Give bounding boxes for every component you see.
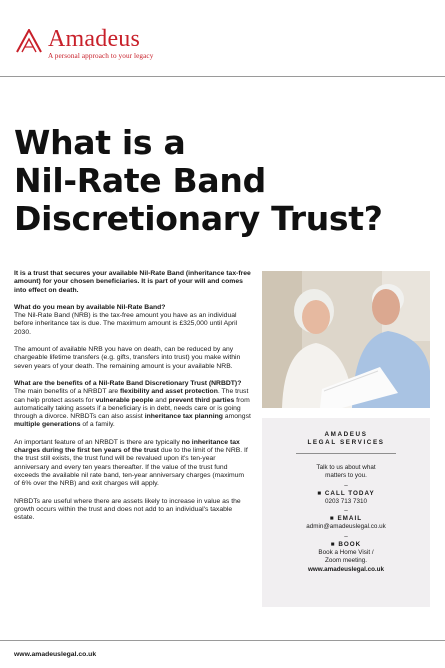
section-available-nrb [14, 304, 251, 337]
title-line-3: Discretionary Trust? [14, 199, 383, 238]
amadeus-logo [14, 27, 153, 61]
sidebar-intro-line: matters to you. [325, 472, 367, 480]
phone-number-link[interactable]: 0203 713 7310 [324, 497, 368, 505]
section-heading: What do you mean by available Nil-Rate Band? [14, 303, 166, 311]
title-line-2: Nil-Rate Band [14, 161, 266, 200]
page-title [14, 124, 434, 238]
couple-photo [262, 271, 430, 408]
footer-website-link[interactable]: www.amadeuslegal.co.uk [14, 651, 97, 658]
text-run: . The trust can help protect assets for [14, 388, 249, 404]
logo-tagline: A personal approach to your legacy [48, 52, 154, 60]
emphasis: inheritance tax planning [144, 413, 223, 421]
emphasis: no inheritance tax charges during the first ten years of the trust [14, 438, 240, 455]
paragraph-ten-year [14, 439, 251, 489]
paragraph: The Nil-Rate Band (NRB) is the tax-free amount you have as an individual before inheritance tax is due. The maximum amount is £325,000 until April 2030. [14, 312, 238, 336]
header-divider [0, 76, 445, 77]
email-link[interactable]: admin@amadeuslegal.co.uk [306, 523, 386, 531]
text-run: amongst [222, 413, 251, 421]
separator: – [344, 532, 348, 540]
lead-paragraph: It is a trust that secures your available Nil-Rate Band (inheritance tax-free amount) for your chosen beneficiaries. It is part of your will and comes into effect on death. [14, 270, 251, 294]
emphasis: multiple generations [14, 421, 81, 429]
paragraph: NRBDTs are useful where there are assets likely to increase in value as the growth occurs within the trust and does not add to an individual's taxable estate. [14, 497, 241, 522]
book-label: ■ BOOK [330, 540, 362, 548]
emphasis: vulnerable people [95, 396, 154, 404]
sidebar-heading [262, 431, 430, 447]
call-today-label: ■ CALL TODAY [317, 489, 375, 497]
sidebar-heading-line: LEGAL SERVICES [307, 439, 385, 446]
website-link[interactable]: www.amadeuslegal.co.uk [307, 565, 385, 573]
book-line: Zoom meeting. [325, 557, 367, 565]
section-benefits [14, 380, 251, 430]
paragraph: The amount of available NRB you have on death, can be reduced by any chargeable lifetime transfers (e.g. gifts, transfers into trust) you make within seven years of your death. The remaining amount is your available NRB. [14, 346, 241, 370]
logo-name: Amadeus [48, 26, 141, 52]
contact-sidebar [262, 418, 430, 607]
section-heading: What are the benefits of a Nil-Rate Band Discretionary Trust (NRBDT)? [14, 379, 242, 387]
amadeus-a-mark-icon [14, 29, 44, 53]
emphasis: flexibility and asset protection [120, 388, 218, 396]
text-run: and [153, 396, 169, 404]
separator: – [344, 481, 348, 489]
sidebar-divider [296, 453, 396, 454]
text-run: of a family. [80, 421, 115, 429]
footer-divider [0, 640, 445, 641]
page-header [0, 0, 445, 76]
separator: – [344, 507, 348, 515]
emphasis: prevent third parties [168, 396, 235, 404]
sidebar-intro-line: Talk to us about what [316, 464, 376, 471]
body-text-column [14, 270, 251, 531]
couple-photo-illustration [262, 271, 430, 408]
title-line-1: What is a [14, 123, 186, 162]
sidebar-intro [262, 464, 430, 481]
book-line: Book a Home Visit / [318, 549, 374, 557]
text-run: due to the limit of the NRB. If the trust still exists, the trust fund will be revalued upon it's ten-year anniversary and every ten years thereafter. If the value of the trust fund exceeds the available nil rate band, ten-year anniversary charges (maximum of 6% over the NRB) and exit charges will apply. [14, 447, 248, 488]
text-run: from automatically taking assets if a beneficiary is in debt, needs care or is going through a divorce. NRBDTs can also assist [14, 396, 250, 421]
email-label: ■ EMAIL [329, 515, 363, 523]
text-run: The main benefits of a NRBDT are [14, 388, 121, 396]
text-run: An important feature of an NRBDT is there are typically [14, 438, 182, 446]
sidebar-heading-line: AMADEUS [324, 431, 368, 438]
